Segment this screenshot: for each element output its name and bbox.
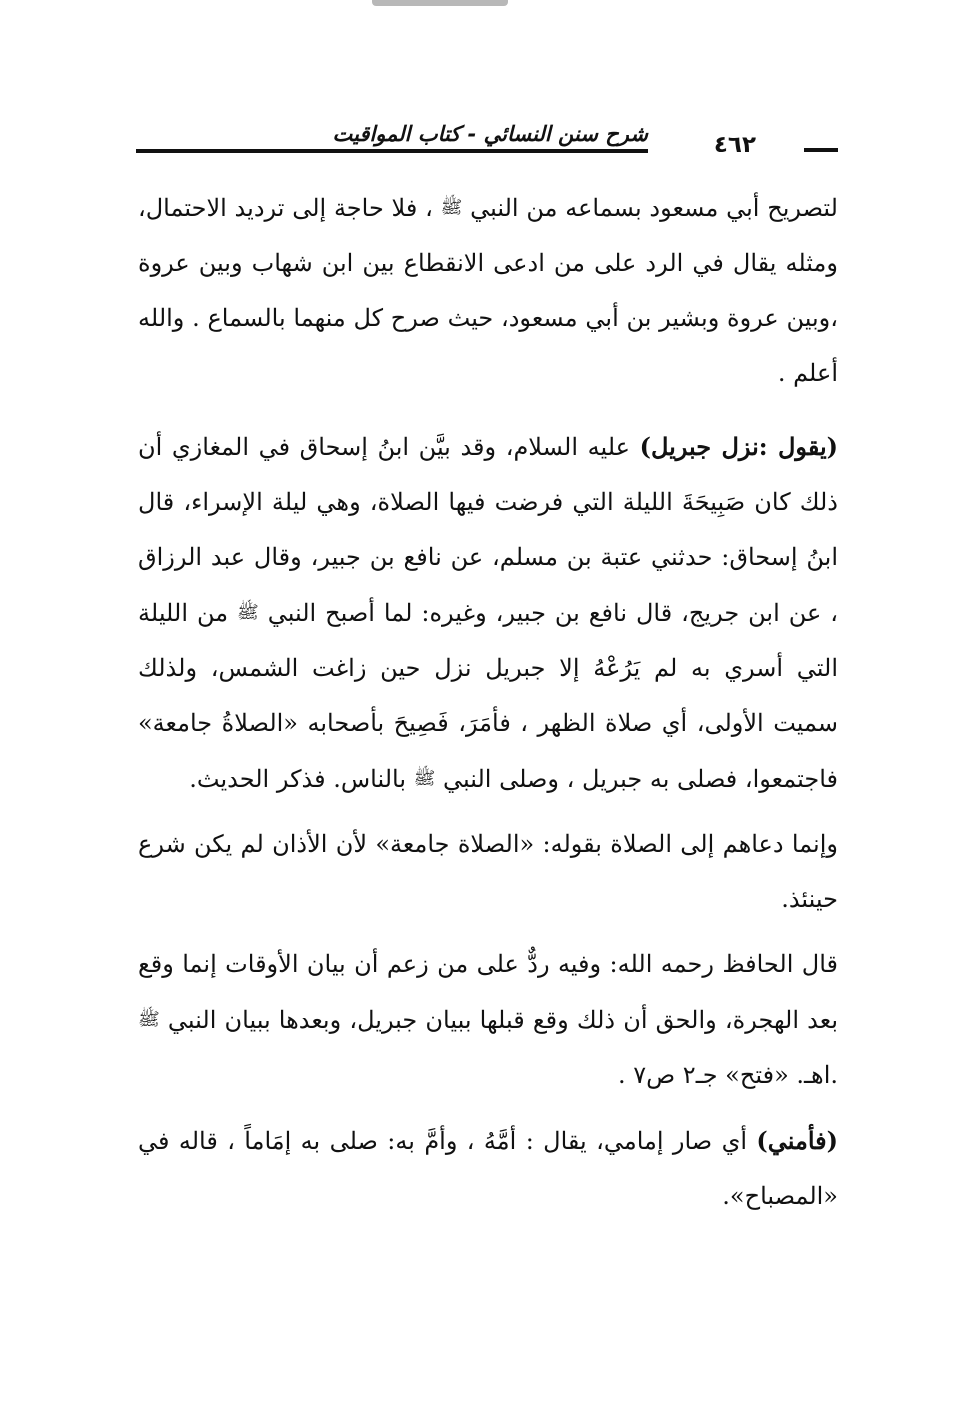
header-rule — [136, 149, 648, 153]
text-segment: عليه السلام، وقد بيَّن ابنُ إسحاق في المغازي أن ذلك كان صَبِيحَةَ الليلة التي فرضت فيها الصلاة، وهي ليلة الإسراء، قال ابنُ إسحاق: حدثني عتبة بن مسلم، عن نافع بن جبير، وقال عبد الرزاق ، عن ابن جريج، قال نافع بن جبير، وغيره: لما أصبح النبي — [138, 433, 838, 627]
body-text — [138, 180, 838, 1224]
text-segment: ، فلا حاجة إلى ترديد الاحتمال، ومثله يقال في الرد على من ادعى الانقطاع بين ابن شهاب وبين عروة ،وبين عروة وبشير بن أبي مسعود، حيث صرح كل منهما بالسماع . والله أعلم . — [138, 194, 838, 387]
paragraph — [138, 817, 838, 927]
lead-phrase: (فأمني) — [756, 1126, 838, 1155]
paragraph — [138, 180, 838, 401]
pbuh-ligature: ﷺ — [138, 1009, 160, 1030]
header-dash — [804, 148, 838, 152]
paragraph — [138, 419, 838, 807]
text-segment: من الليلة التي أسري به لم يَرُعْهُ إلا جبريل نزل حين زاغت الشمس، ولذلك سميت الأولى، أي صلاة الظهر ، فأمَرَ، فَصِيحَ بأصحابه «الصلاةُ جامعة» فاجتمعوا، فصلى به جبريل ، وصلى النبي — [138, 599, 838, 793]
text-segment: لتصريح أبي مسعود بسماعه من النبي — [462, 194, 838, 222]
pbuh-ligature: ﷺ — [440, 197, 463, 218]
text-segment: .اهـ. «فتح» جـ٢ ص٧ . — [617, 1061, 838, 1089]
lead-phrase: (يقول :نزل جبريل) — [639, 432, 838, 461]
pbuh-ligature: ﷺ — [237, 602, 259, 623]
pbuh-ligature: ﷺ — [413, 768, 436, 789]
text-segment: بالناس. فذكر الحديث. — [189, 765, 414, 793]
header-title: شرح سنن النسائي - كتاب المواقيت — [332, 122, 648, 146]
page-number: ٤٦٢ — [713, 132, 756, 158]
text-segment: قال الحافظ رحمه الله: وفيه ردٌّ على من زعم أن بيان الأوقات إنما وقع بعد الهجرة، والحق أن ذلك وقع قبلها ببيان جبريل، وبعدها ببيان النبي — [138, 950, 838, 1034]
text-segment: أي صار إمامي، يقال : أمَّهُ ، وأمَّ به: صلى به إمَاماً ، قاله في «المصباح». — [138, 1127, 838, 1210]
paragraph — [138, 1113, 838, 1224]
scan-artifact — [372, 0, 508, 6]
running-header — [136, 118, 838, 162]
paragraph — [138, 937, 838, 1103]
text-segment: وإنما دعاهم إلى الصلاة بقوله: «الصلاة جامعة» لأن الأذان لم يكن شرع حينئذ. — [138, 830, 838, 913]
